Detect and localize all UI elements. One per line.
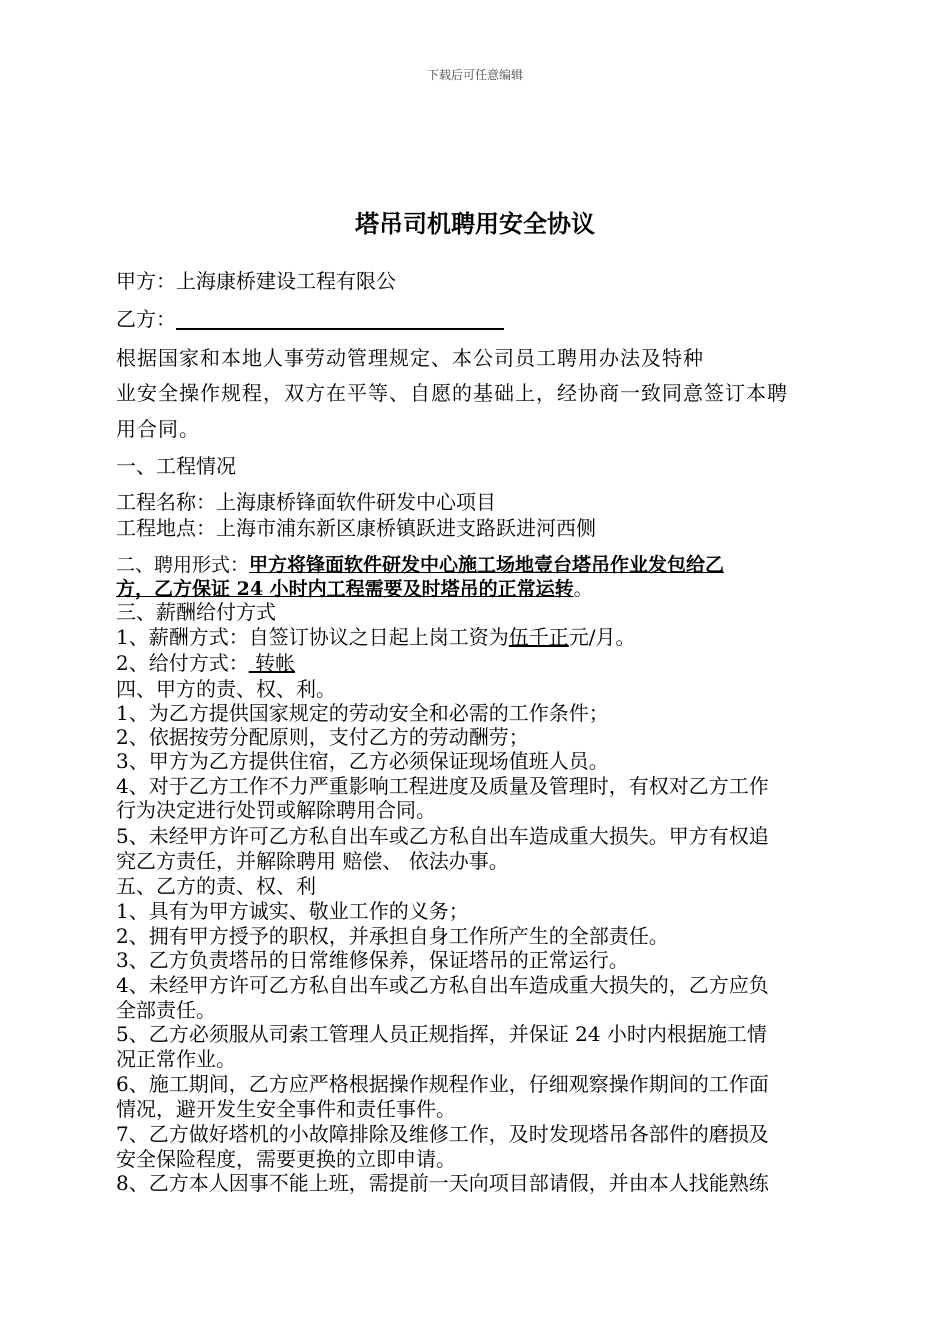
party-b-item: 安全保险程度，需要更换的立即申请。 xyxy=(116,1147,456,1171)
intro-line: 业安全操作规程，双方在平等、自愿的基础上，经协商一致同意签订本聘 xyxy=(116,381,788,405)
party-a-item: 究乙方责任，并解除聘用 赔偿、 依法办事。 xyxy=(116,849,509,873)
section-heading-party-a-duties: 四、甲方的责、权、利。 xyxy=(116,677,336,701)
party-b-item: 2、拥有甲方授予的职权，并承担自身工作所产生的全部责任。 xyxy=(116,924,669,948)
party-a-item: 5、未经甲方许可乙方私自出车或乙方私自出车造成重大损失。甲方有权追 xyxy=(116,824,769,848)
party-b-item: 况正常作业。 xyxy=(116,1047,236,1071)
party-b-item: 7、乙方做好塔机的小故障排除及维修工作，及时发现塔吊各部件的磨损及 xyxy=(116,1122,769,1146)
party-a-item: 1、为乙方提供国家规定的劳动安全和必需的工作条件； xyxy=(116,701,609,725)
document-title: 塔吊司机聘用安全协议 xyxy=(355,210,595,238)
section-heading-party-b-duties: 五、乙方的责、权、利 xyxy=(116,874,316,898)
party-b xyxy=(116,306,850,332)
party-b-label: 乙方： xyxy=(116,307,176,331)
employment-form-text: 方，乙方保证 24 小时内工程需要及时塔吊的正常运转 xyxy=(116,578,574,600)
section-heading-employment: 二、聘用形式： xyxy=(116,554,250,576)
party-a: 甲方：上海康桥建设工程有限公 xyxy=(116,269,396,293)
party-b-item: 3、乙方负责塔吊的日常维修保养，保证塔吊的正常运行。 xyxy=(116,948,629,972)
party-b-item: 全部责任。 xyxy=(116,998,216,1022)
page-header-note: 下载后可任意编辑 xyxy=(426,68,523,82)
salary-method-label: 1、薪酬方式：自签订协议之日起上岗工资为 xyxy=(116,625,509,649)
intro-line: 根据国家和本地人事劳动管理规定、本公司员工聘用办法及特种 xyxy=(116,346,704,370)
party-a-item: 2、依据按劳分配原则，支付乙方的劳动酬劳； xyxy=(116,725,529,749)
employment-form-line xyxy=(116,552,850,578)
project-site: 工程地点：上海市浦东新区康桥镇跃进支路跃进河西侧 xyxy=(116,516,596,540)
payment-type xyxy=(116,650,850,676)
employment-form-end: 。 xyxy=(573,578,593,600)
salary-unit: 元/月。 xyxy=(568,625,636,649)
intro-line: 用合同。 xyxy=(116,417,200,441)
party-b-item: 6、施工期间，乙方应严格根据操作规程作业，仔细观察操作期间的工作面 xyxy=(116,1072,769,1096)
project-name: 工程名称：上海康桥锋面软件研发中心项目 xyxy=(116,490,496,514)
salary-method xyxy=(116,624,850,650)
party-a-item: 行为决定进行处罚或解除聘用合同。 xyxy=(116,798,436,822)
party-b-item: 4、未经甲方许可乙方私自出车或乙方私自出车造成重大损失的，乙方应负 xyxy=(116,973,769,997)
party-b-item: 1、具有为甲方诚实、敬业工作的义务； xyxy=(116,899,469,923)
section-heading-salary: 三、薪酬给付方式 xyxy=(116,600,276,624)
party-b-item: 8、乙方本人因事不能上班，需提前一天向项目部请假，并由本人找能熟练 xyxy=(116,1171,769,1195)
payment-type-value: 转帐 xyxy=(248,651,296,675)
party-b-blank-line xyxy=(176,328,504,330)
employment-form-text: 甲方将锋面软件研发中心施工场地壹台塔吊作业发包给乙 xyxy=(249,554,725,576)
party-a-item: 3、甲方为乙方提供住宿，乙方必须保证现场值班人员。 xyxy=(116,749,609,773)
party-b-item: 情况，避开发生安全事件和责任事件。 xyxy=(116,1097,456,1121)
salary-amount: 伍千正 xyxy=(508,625,569,649)
party-a-item: 4、对于乙方工作不力严重影响工程进度及质量及管理时，有权对乙方工作 xyxy=(116,774,769,798)
payment-type-label: 2、给付方式： xyxy=(116,651,249,675)
party-b-item: 5、乙方必须服从司索工管理人员正规指挥，并保证 24 小时内根据施工情 xyxy=(116,1022,767,1046)
section-heading-project: 一、工程情况 xyxy=(116,454,236,478)
